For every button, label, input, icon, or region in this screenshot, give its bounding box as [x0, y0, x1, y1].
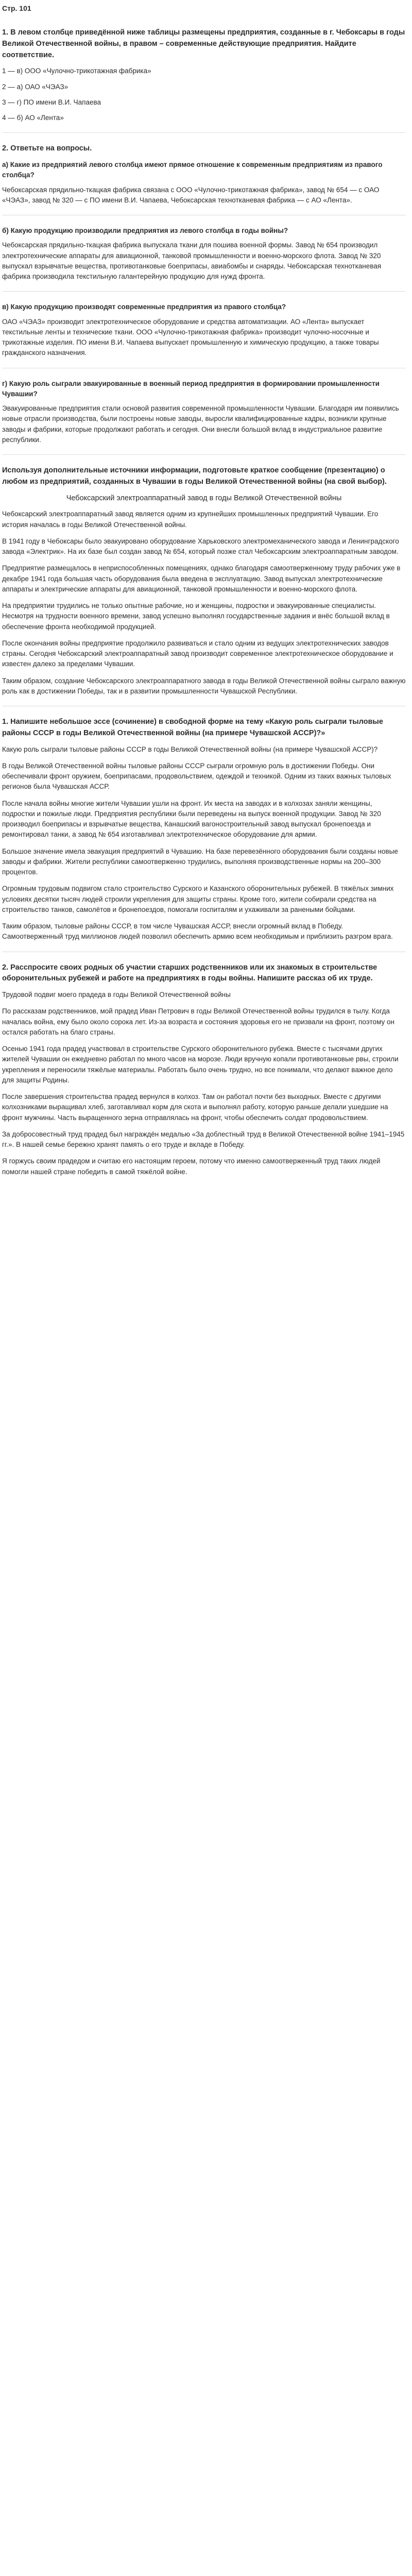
essay-paragraph: Огромным трудовым подвигом стало строительство Сурского и Казанского оборонительных рубежей. В тяжёлых зимних условиях десятки тысяч людей строили укрепления для защиты страны. Кроме того, жители собирали средства на строительство танков, самолётов и бронепоездов, помогали госпиталям и ухаживали за ранеными бойцами.: [2, 885, 394, 913]
task-2-heading: 2. Ответьте на вопросы.: [2, 144, 92, 153]
report-paragraph: После окончания войны предприятие продолжило развиваться и стало одним из ведущих электротехнических заводов страны. Сегодня Чебоксарский электроаппаратный завод производит современное электротехническое оборудование и известен далеко за пределами Чувашии.: [2, 639, 393, 668]
answer-b: Чебоксарская прядильно-ткацкая фабрика выпускала ткани для пошива военной формы. Завод № 654 производил электротехнические аппараты для авиационной, танковой промышленности и военно-морского флота. Завод № 320 выпускал взрывчатые вещества, противотанковые боеприпасы, авиабомбы и снаряды. Чебоксарская технотканевая фабрика производила текстильную галантерейную продукцию для нужд фронта.: [2, 241, 382, 280]
story-paragraph: Осенью 1941 года прадед участвовал в строительстве Сурского оборонительного рубежа. Вместе с тысячами других жителей Чувашии он ежедневно работал по много часов на морозе. Люди вручную копали противотанковые рвы, строили укрепления и переносили тяжёлые материалы. Работать было очень трудно, но все понимали, что делают важное дело для защиты Родины.: [2, 1045, 399, 1084]
story-heading: 2. Расспросите своих родных об участии старших родственников или их знакомых в строительстве оборонительных рубежей и работе на предприятиях в годы войны. Напишите рассказ об их труде.: [2, 963, 377, 983]
story-paragraph: Я горжусь своим прадедом и считаю его настоящим героем, потому что именно самоотверженный труд таких людей помогли нашей стране победить в самой тяжёлой войне.: [2, 1157, 381, 1176]
essay-section: [2, 717, 406, 942]
question-block: [2, 160, 406, 206]
report-paragraph: На предприятии трудились не только опытные рабочие, но и женщины, подростки и эвакуированные специалисты. Несмотря на трудности военного времени, завод успешно выполнял государственные задания и внёс большой вклад в обеспечение фронта необходимой продукцией.: [2, 602, 390, 631]
report-paragraph: Предприятие размещалось в неприспособленных помещениях, однако благодаря самоотверженному труду рабочих уже в декабре 1941 года большая часть оборудования была введена в эксплуатацию. Завод выпускал электротехнические аппараты и электрические аппараты для авиационной, танковой промышленности и военно-морского флота.: [2, 564, 401, 593]
question-c: в) Какую продукцию производят современные предприятия из правого столбца?: [2, 303, 286, 311]
match-item: 3 — г) ПО имени В.И. Чапаева: [2, 98, 101, 106]
divider: [2, 291, 406, 292]
answer-a: Чебоксарская прядильно-ткацкая фабрика связана с ООО «Чулочно-трикотажная фабрика», завод № 654 — с ОАО «ЧЭАЗ», завод № 320 — с ПО имени В.И. Чапаева, Чебоксарская технотканевая фабрика — с АО «Лента».: [2, 185, 380, 204]
question-b: б) Какую продукцию производили предприятия из левого столбца в годы войны?: [2, 227, 288, 234]
report-paragraph: В 1941 году в Чебоксары было эвакуировано оборудование Харьковского электромеханического завода и Ленинградского завода «Электрик». На их базе был создан завод № 654, который позже стал Чебоксарским электроаппаратным заводом.: [2, 537, 399, 555]
task-1-section: [2, 27, 406, 123]
report-title: Чебоксарский электроаппаратный завод в годы Великой Отечественной войны: [66, 494, 342, 502]
story-paragraph: По рассказам родственников, мой прадед Иван Петрович в годы Великой Отечественной войны трудился в тылу. Когда началась война, ему было около сорока лет. Из-за возраста и состояния здоровья его не призвали на фронт, поэтому он остался работать на благо страны.: [2, 1007, 394, 1036]
match-item: 2 — а) ОАО «ЧЭАЗ»: [2, 82, 68, 91]
essay-paragraph: Большое значение имела эвакуация предприятий в Чувашию. На базе перевезённого оборудования были созданы новые заводы и фабрики. Жители республики самоотверженно трудились, выполняя производственные нормы на 200–300 процентов.: [2, 847, 398, 876]
report-paragraph: Чебоксарский электроаппаратный завод является одним из крупнейших промышленных предприятий Чувашии. Его история началась в годы Великой Отечественной войны.: [2, 510, 379, 529]
divider: [2, 132, 406, 133]
match-list: [2, 66, 406, 123]
essay-paragraph: Таким образом, тыловые районы СССР, в том числе Чувашская АССР, внесли огромный вклад в Победу. Самоотверженный труд миллионов людей позволил обеспечить армию всем необходимым и приблизить разгром врага.: [2, 922, 393, 941]
task-1-heading: 1. В левом столбце приведённой ниже таблицы размещены предприятия, созданные в г. Чебоксары в годы Великой Отечественной войны, в правом – современные действующие предприятия. Найдите соответствие.: [2, 28, 405, 59]
question-a: а) Какие из предприятий левого столбца имеют прямое отношение к современным предприятиям из правого столбца?: [2, 161, 383, 179]
essay-paragraph: Какую роль сыграли тыловые районы СССР в годы Великой Отечественной войны (на примере Чувашской АССР)?: [2, 745, 378, 753]
match-item: 1 — в) ООО «Чулочно-трикотажная фабрика»: [2, 67, 151, 75]
essay-paragraph: В годы Великой Отечественной войны тыловые районы СССР сыграли огромную роль в достижении Победы. Они обеспечивали фронт оружием, боеприпасами, продовольствием, одеждой и техникой. Одним из таких важных тыловых регионов была Чувашская АССР.: [2, 761, 391, 791]
question-d-section: [2, 379, 406, 446]
task-3-section: [2, 465, 406, 697]
story-paragraph: После завершения строительства прадед вернулся в колхоз. Там он работал почти без выходных. Вместе с другими колхозниками выращивал хлеб, заготавливал корм для скота и выполнял работу, которую раньше делали ушедшие на фронт мужчины. Часть выращенного зерна отправлялась на фронт, чтобы обеспечить солдат продовольствием.: [2, 1093, 388, 1122]
page: [0, 0, 408, 1177]
question-d: г) Какую роль сыграли эвакуированные в военный период предприятия в формировании промышленности Чувашии?: [2, 379, 380, 398]
story-paragraph: Трудовой подвиг моего прадеда в годы Великой Отечественной войны: [2, 991, 231, 998]
task-3-heading: Используя дополнительные источники информации, подготовьте краткое сообщение (презентацию) о любом из предприятий, созданных в Чувашии в годы Великой Отечественной войны (на свой выбор).: [2, 466, 387, 486]
question-b-section: [2, 226, 406, 282]
task-2-section: [2, 143, 406, 206]
essay-paragraph: После начала войны многие жители Чувашии ушли на фронт. Их места на заводах и в колхозах заняли женщины, подростки и пожилые люди. Предприятия республики были переведены на выпуск военной продукции. Завод № 320 производил боеприпасы и взрывчатые вещества, Канашский вагоностроительный завод выпускал бронепоезда и ремонтировал танки, а завод № 654 изготавливал электротехническое оборудование для армии.: [2, 799, 381, 839]
essay-heading: 1. Напишите небольшое эссе (сочинение) в свободной форме на тему «Какую роль сыграли тыловые районы СССР в годы Великой Отечественной войны (на примере Чувашской АССР)?»: [2, 718, 383, 737]
answer-c: ОАО «ЧЭАЗ» производит электротехническое оборудование и средства автоматизации. АО «Лента» выпускает текстильные ленты и технические ткани. ООО «Чулочно-трикотажная фабрика» производит чулочно-носочные и трикотажные изделия. ПО имени В.И. Чапаева выпускает промышленную и химическую продукцию, а также товары гражданского назначения.: [2, 317, 379, 357]
match-item: 4 — б) АО «Лента»: [2, 114, 64, 122]
story-paragraph: За добросовестный труд прадед был награждён медалью «За доблестный труд в Великой Отечественной войне 1941–1945 гг.». В нашей семье бережно хранят память о его труде и вкладе в Победу.: [2, 1130, 405, 1148]
page-label: Стр. 101: [2, 4, 31, 12]
story-section: [2, 962, 406, 1177]
question-c-section: [2, 302, 406, 358]
report-paragraph: Таким образом, создание Чебоксарского электроаппаратного завода в годы Великой Отечественной войны сыграло важную роль как в достижении Победы, так и в развитии промышленности Чувашской Республики.: [2, 676, 406, 695]
divider: [2, 454, 406, 455]
answer-d: Эвакуированные предприятия стали основой развития современной промышленности Чувашии. Благодаря им появились новые отрасли производства, были построены новые заводы, выросли квалифицированные кадры, возникли крупные заводы и фабрики, которые продолжают работать и сегодня. Они внесли большой вклад в индустриальное развитие республики.: [2, 404, 399, 444]
